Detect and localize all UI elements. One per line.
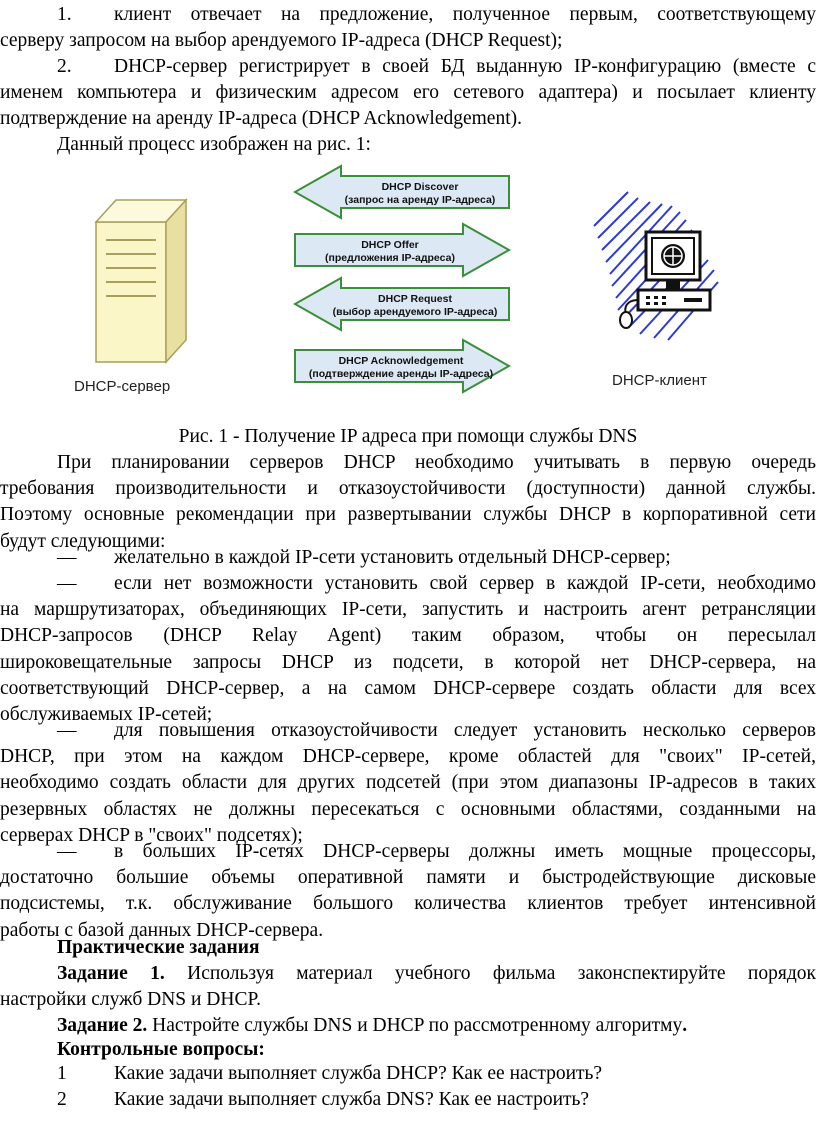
task-label: Задание 2. bbox=[57, 1015, 148, 1036]
task-2: Задание 2. Настройте службы DNS и DHCP по рассмотренному алгоритму. bbox=[57, 1015, 688, 1036]
arrow-subtitle: (запрос на аренду IP-адреса) bbox=[344, 194, 496, 206]
list-text: DHCP-сервер регистрирует в своей БД выданную IP-конфигурацию (вместе с bbox=[114, 56, 816, 77]
arrow-title: DHCP Discover bbox=[381, 181, 459, 193]
questions-heading: Контрольные вопросы: bbox=[57, 1039, 265, 1060]
list-text: клиент отвечает на предложение, полученное первым, соответствующему bbox=[114, 4, 816, 25]
dhcp-process-figure bbox=[0, 150, 816, 420]
server-icon bbox=[84, 192, 194, 367]
arrow-title: DHCP Acknowledgement bbox=[338, 355, 464, 367]
recommendation-item-1: — желательно в каждой IP-сети установить отдельный DHCP-сервер; bbox=[0, 545, 816, 571]
dash-bullet: — bbox=[57, 720, 77, 741]
figure-caption: Рис. 1 - Получение IP адреса при помощи службы DNS bbox=[178, 426, 638, 447]
recommendation-item-2: — если нет возможности установить свой сервер в каждой IP-сети, необходимо на маршрутизаторах, объединяющих IP-сети, запустить и настроить агент ретрансляции DHCP-запросов (DHCP Relay Agent) таким образом, чтобы он пересылал широковещательные запросы DHCP из подсети, в которой нет DHCP-сервера, на соответствующий DHCP-сервер, а на самом DHCP-сервере создать области для всех обслуживаемых IP-сетей; bbox=[0, 573, 816, 726]
list-number: 1. bbox=[57, 4, 72, 25]
arrow-discover-label bbox=[330, 181, 510, 207]
question-item-2: 2 Какие задачи выполняет служба DNS? Как ее настроить? bbox=[0, 1087, 816, 1113]
planning-paragraph: При планировании серверов DHCP необходимо учитывать в первую очередь требования производительности и отказоустойчивости (доступности) данной службы. Поэтому основные рекомендации при развертывании службы DHCP в корпоративной сети будут следующими: bbox=[0, 452, 816, 552]
arrow-subtitle: (подтверждение аренды IP-адреса) bbox=[308, 368, 494, 380]
question-item-1: 1 Какие задачи выполняет служба DHCP? Как ее настроить? bbox=[0, 1061, 816, 1087]
arrow-title: DHCP Offer bbox=[361, 239, 419, 251]
dash-bullet: — bbox=[57, 547, 77, 568]
task-1: Задание 1. Используя материал учебного фильма законспектируйте порядок настройки служб DNS и DHCP. bbox=[0, 963, 816, 1011]
arrow-subtitle: (выбор арендуемого IP-адреса) bbox=[332, 306, 498, 318]
intro-list-item-1 bbox=[0, 2, 816, 54]
task-label: Задание 1. bbox=[57, 963, 165, 984]
server-label: DHCP-сервер bbox=[74, 378, 171, 395]
question-number: 2 bbox=[57, 1089, 67, 1110]
recommendation-item-3: — для повышения отказоустойчивости следует установить несколько серверов DHCP, при этом на каждом DHCP-сервере, кроме областей для "своих" IP-сетей, необходимо создать области для других подсетей (при этом диапазоны IP-адресов в таких резервных областях не должны пересекаться с основными областями, созданными на серверах DHCP в "своих" подсетях); bbox=[0, 720, 816, 846]
client-computer-icon bbox=[588, 178, 738, 363]
practice-heading: Практические задания bbox=[57, 937, 260, 958]
arrow-offer-label bbox=[300, 239, 480, 265]
question-number: 1 bbox=[57, 1063, 67, 1084]
arrow-acknowledgement-label bbox=[296, 355, 506, 381]
list-text-continued: серверу запросом на выбор арендуемого IP-адреса (DHCP Request); bbox=[0, 30, 563, 52]
arrow-subtitle: (предложения IP-адреса) bbox=[325, 252, 455, 264]
list-text-continued: именем компьютера и физическим адресом его сетевого адаптера) и посылает клиенту bbox=[0, 82, 816, 104]
list-text-continued: подтверждение на аренду IP-адреса (DHCP Acknowledgement). bbox=[0, 108, 522, 130]
dash-bullet: — bbox=[57, 573, 77, 594]
client-label: DHCP-клиент bbox=[612, 372, 707, 389]
arrow-request-label bbox=[320, 293, 510, 319]
intro-sentence: Данный процесс изображен на рис. 1: bbox=[57, 134, 371, 155]
list-number: 2. bbox=[57, 56, 72, 77]
arrow-title: DHCP Request bbox=[378, 293, 452, 305]
dash-bullet: — bbox=[57, 841, 77, 862]
intro-list-item-2 bbox=[0, 54, 816, 133]
recommendation-item-4: — в больших IP-сетях DHCP-серверы должны иметь мощные процессоры, достаточно большие объемы оперативной памяти и быстродействующие дисковые подсистемы, т.к. обслуживание большого количества клиентов требует интенсивной работы с базой данных DHCP-сервера. bbox=[0, 841, 816, 941]
